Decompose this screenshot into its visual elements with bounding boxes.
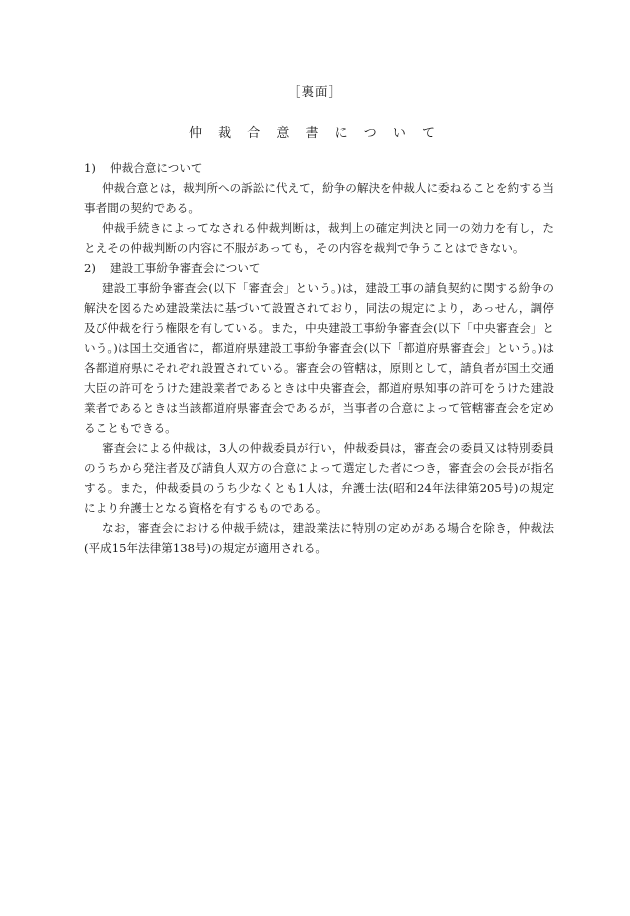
paragraph: 審査会による仲裁は，3人の仲裁委員が行い，仲裁委員は，審査会の委員又は特別委員のうちから発注者及び請負人双方の合意によって選定した者につき，審査会の会長が指名する。また，仲裁委員のうち少なくとも1人は，弁護士法(昭和24年法律第205号)の規定により弁護士となる資格を有するものである。 (84, 441, 554, 515)
section-title: 仲裁合意について (110, 161, 203, 175)
paragraph: 仲裁合意とは，裁判所への訴訟に代えて，紛争の解決を仲裁人に委ねることを約する当事者間の契約である。 (84, 181, 554, 215)
document-body (84, 158, 554, 558)
paragraph: 建設工事紛争審査会(以下「審査会」という。)は，建設工事の請負契約に関する紛争の解決を図るため建設業法に基づいて設置されており，同法の規定により，あっせん，調停及び仲裁を行う権限を有している。また，中央建設工事紛争審査会(以下「中央審査会」という。)は国土交通省に，都道府県建設工事紛争審査会(以下「都道府県審査会」という。)は各都道府県にそれぞれ設置されている。審査会の管轄は，原則として，請負者が国土交通大臣の許可をうけた建設業者であるときは中央審査会，都道府県知事の許可をうけた建設業者であるときは当該都道府県審査会であるが，当事者の合意によって管轄審査会を定めることもできる。 (84, 281, 554, 435)
paragraph: 仲裁手続きによってなされる仲裁判断は，裁判上の確定判決と同一の効力を有し，たとえその仲裁判断の内容に不服があっても，その内容を裁判で争うことはできない。 (84, 221, 554, 255)
section-title: 建設工事紛争審査会について (110, 261, 261, 275)
section-heading (84, 158, 554, 178)
paragraph: なお，審査会における仲裁手続は，建設業法に特別の定めがある場合を除き，仲裁法(平成15年法律第138号)の規定が適用される。 (84, 521, 554, 555)
section-heading (84, 258, 554, 278)
document-title: 仲 裁 合 意 書 に つ い て (188, 126, 442, 141)
section-number: 1) (84, 161, 96, 175)
side-label: ［裏面］ (287, 84, 342, 99)
section-number: 2) (84, 261, 96, 275)
